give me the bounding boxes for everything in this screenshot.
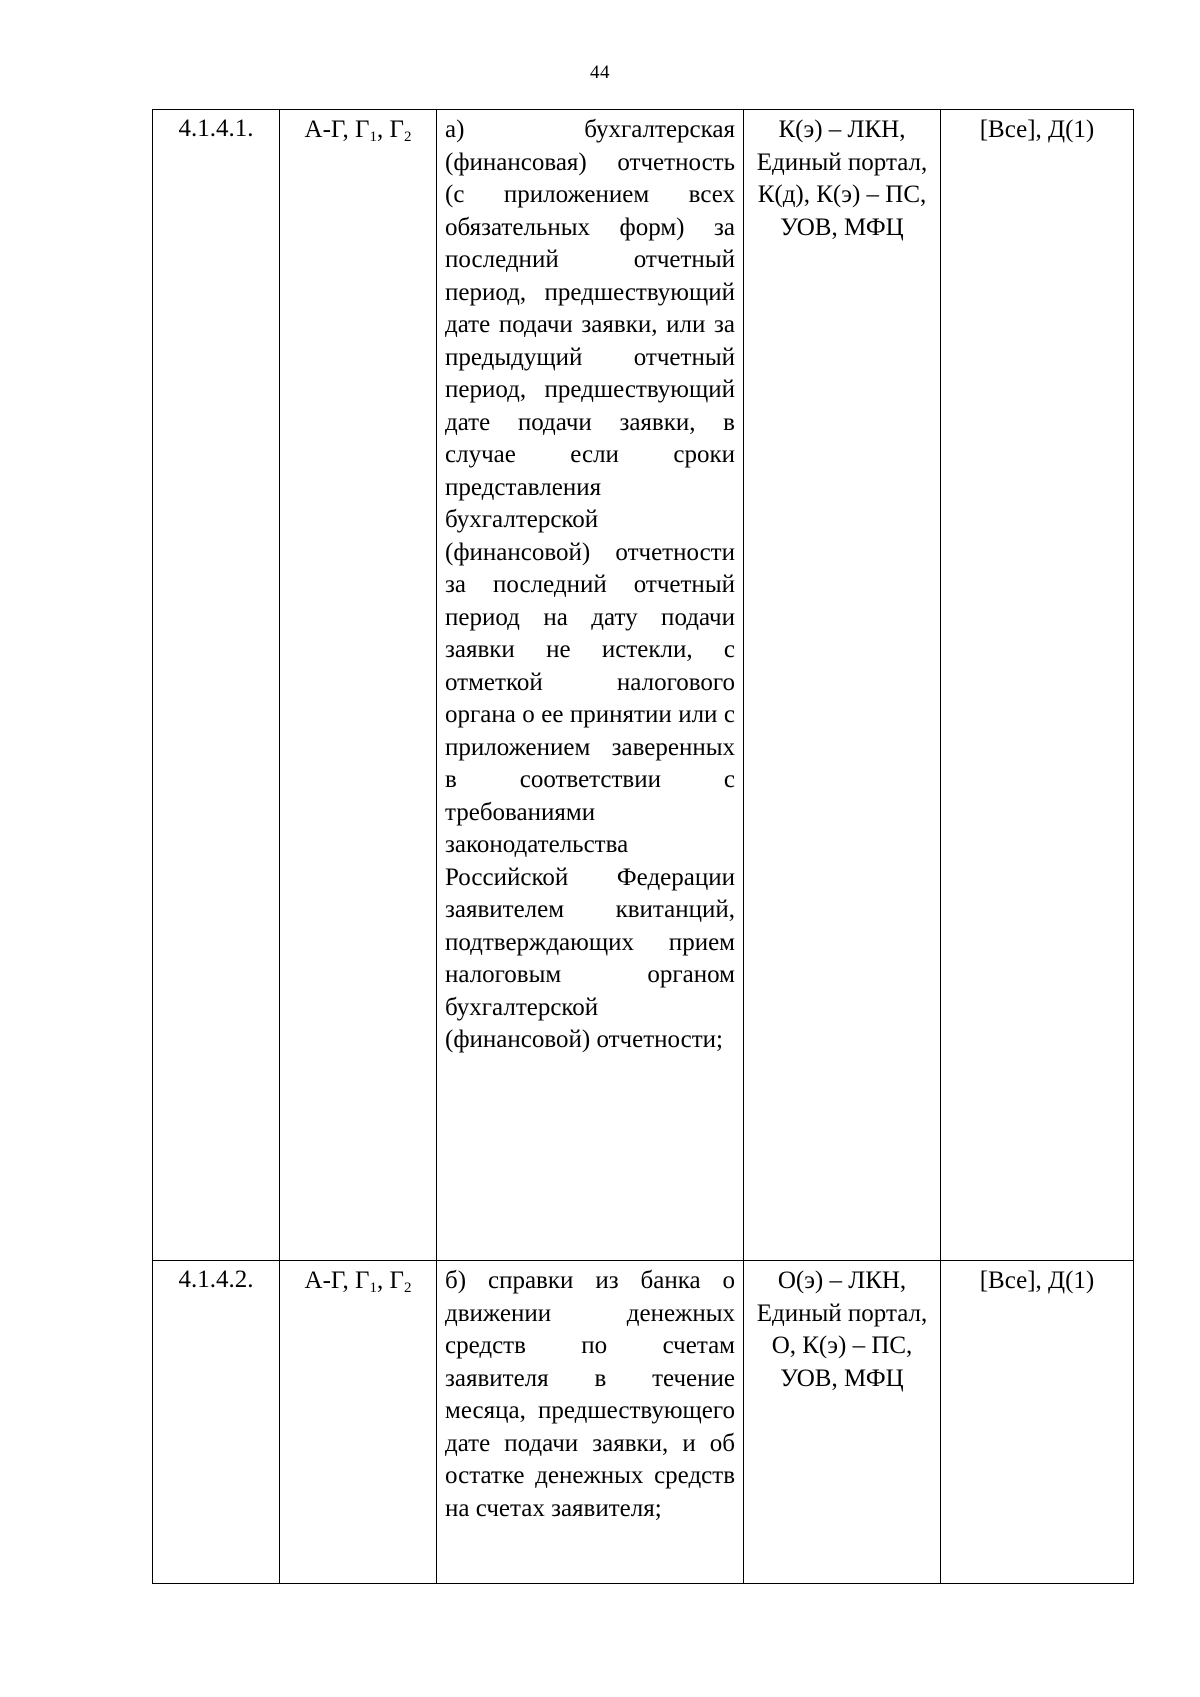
submission-method-cell: К(э) – ЛКН, Единый портал, К(д), К(э) – ПС, УОВ, МФЦ <box>744 110 941 1261</box>
page-number: 44 <box>590 62 610 83</box>
applicability-cell: [Все], Д(1) <box>941 110 1134 1261</box>
category-cell <box>280 110 437 1261</box>
category-text: А-Г, Г <box>304 1267 370 1294</box>
requirements-table <box>152 109 1134 1584</box>
submission-method-cell: О(э) – ЛКН, Единый портал, О, К(э) – ПС, УОВ, МФЦ <box>744 1261 941 1584</box>
description-text: б) справки из банка о движении денежных средств по счетам заявителя в течение месяца, предшествующего дате подачи заявки, и об остатке денежных средств на счетах заявителя; <box>445 1267 735 1522</box>
applicability-cell: [Все], Д(1) <box>941 1261 1134 1584</box>
category-cell <box>280 1261 437 1584</box>
category-subscript: 2 <box>403 1280 412 1296</box>
table-row <box>153 110 1134 1261</box>
description-cell <box>437 1261 744 1584</box>
row-number-cell: 4.1.4.1. <box>153 110 280 1261</box>
category-subscript: 1 <box>369 129 377 145</box>
category-separator: , Г <box>377 1267 404 1294</box>
category-separator: , Г <box>377 116 404 143</box>
description-cell <box>437 110 744 1261</box>
table-row <box>153 1261 1134 1584</box>
category-subscript: 1 <box>369 1280 377 1296</box>
category-subscript: 2 <box>403 129 412 145</box>
category-text: А-Г, Г <box>304 116 370 143</box>
description-text: а) бухгалтерская (финансовая) отчетность (с приложением всех обязательных форм) за последний отчетный период, предшествующий дате подачи заявки, или за предыдущий отчетный период, предшествующий дате подачи заявки, в случае если сроки представления бухгалтерской (финансовой) отчетности за последний отчетный период на дату подачи заявки не истекли, с отметкой налогового органа о ее принятии или с приложением заверенных в соответствии с требованиями законодательства Российской Федерации заявителем квитанций, подтверждающих прием налоговым органом бухгалтерской (финансовой) отчетности; <box>445 116 735 1053</box>
row-number-cell: 4.1.4.2. <box>153 1261 280 1584</box>
